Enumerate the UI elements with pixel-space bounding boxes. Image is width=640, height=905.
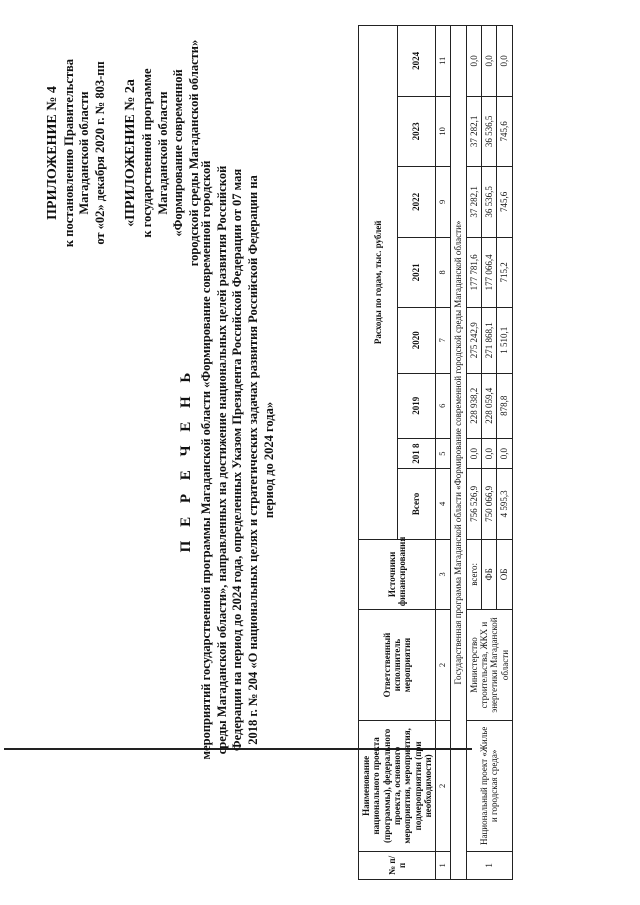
header-year: 2023 bbox=[397, 96, 436, 166]
cell-value: 0,0 bbox=[497, 438, 512, 468]
header-year: 2022 bbox=[397, 167, 436, 237]
appendix-title: ПРИЛОЖЕНИЕ № 4 bbox=[45, 86, 60, 220]
cell-value: 36 536,5 bbox=[481, 167, 496, 237]
header-executor: Ответственный исполнитель мероприятия bbox=[359, 610, 436, 721]
column-number: 10 bbox=[436, 96, 451, 166]
header-source: Источники финансирования bbox=[359, 539, 436, 609]
header-year: 2019 bbox=[397, 373, 436, 438]
cell-value: 750 066,9 bbox=[481, 469, 496, 539]
appendix-line: Магаданской области bbox=[77, 91, 92, 215]
column-number-row bbox=[436, 26, 451, 880]
column-number: 7 bbox=[436, 308, 451, 373]
column-number: 6 bbox=[436, 373, 451, 438]
document-subtitle: мероприятий государственной программы Магаданской области «Формирование современной городской среды Магаданской области», направленных на достижение национальных целей развития Российской Федерации на период до 2024 года, определенных Указом Президента Российской Федерации от 07 мая 2018 г. № 204 «О национальных целях и стратегических задачах развития Российской Федерации на период до 2024 года» bbox=[199, 160, 276, 760]
cell-value: 0,0 bbox=[481, 26, 496, 97]
cell-value: 36 536,5 bbox=[481, 96, 496, 166]
row-source: ФБ bbox=[481, 539, 496, 609]
cell-value: 228 059,4 bbox=[481, 373, 496, 438]
column-number: 9 bbox=[436, 167, 451, 237]
cell-value: 177 781,6 bbox=[466, 237, 481, 307]
cell-value: 0,0 bbox=[466, 438, 481, 468]
cell-value: 878,8 bbox=[497, 373, 512, 438]
column-number: 2 bbox=[436, 610, 451, 721]
column-number: 3 bbox=[436, 539, 451, 609]
appendix-title-2: «ПРИЛОЖЕНИЕ № 2а bbox=[123, 79, 139, 227]
row-name: Национальный проект «Жилье и городская среда» bbox=[466, 720, 512, 851]
header-no: № п/п bbox=[359, 851, 436, 879]
column-number: 2 bbox=[436, 720, 451, 851]
appendix-line: городской среды Магаданской области» bbox=[186, 39, 201, 267]
cell-value: 4 595,3 bbox=[497, 469, 512, 539]
cell-value: 37 282,1 bbox=[466, 167, 481, 237]
cell-value: 271 868,1 bbox=[481, 308, 496, 373]
header-year: 201 8 bbox=[397, 438, 436, 468]
row-source: ОБ bbox=[497, 539, 512, 609]
column-number: 11 bbox=[436, 26, 451, 97]
document-heading bbox=[178, 160, 277, 760]
row-source: всего: bbox=[466, 539, 481, 609]
row-executor: Министерство строительства, ЖКХ и энергетики Магаданской области bbox=[466, 610, 512, 721]
header-total: Всего bbox=[397, 469, 436, 539]
cell-value: 275 242,9 bbox=[466, 308, 481, 373]
cell-value: 0,0 bbox=[497, 26, 512, 97]
appendix-line: Магаданской области bbox=[155, 91, 170, 215]
cell-value: 756 526,9 bbox=[466, 469, 481, 539]
header-name: Наименование национального проекта (программы), федерального проекта, основного мероприятия, мероприятия, подмероприятия (при необходимости) bbox=[359, 720, 436, 851]
column-number: 1 bbox=[436, 851, 451, 879]
cell-value: 715,2 bbox=[497, 237, 512, 307]
appendix-line: к постановлению Правительства bbox=[61, 58, 76, 248]
appendix-line: «Формирование современной bbox=[171, 69, 186, 237]
column-number: 5 bbox=[436, 438, 451, 468]
cell-value: 228 938,2 bbox=[466, 373, 481, 438]
expenses-table bbox=[358, 25, 513, 880]
rotated-document bbox=[40, 0, 600, 880]
cell-value: 745,6 bbox=[497, 96, 512, 166]
row-no: 1 bbox=[466, 851, 512, 879]
cell-value: 177 066,4 bbox=[481, 237, 496, 307]
header-year: 2020 bbox=[397, 308, 436, 373]
appendix-line: от «02» декабря 2020 г. № 803-пп bbox=[92, 61, 107, 245]
cell-value: 745,6 bbox=[497, 167, 512, 237]
column-number: 4 bbox=[436, 469, 451, 539]
cell-value: 1 510,1 bbox=[497, 308, 512, 373]
header-year: 2021 bbox=[397, 237, 436, 307]
program-row: Государственная программа Магаданской области «Формирование современной городской среды Магаданской области» bbox=[451, 26, 466, 880]
cell-value: 0,0 bbox=[481, 438, 496, 468]
table-row bbox=[466, 26, 481, 880]
column-number: 8 bbox=[436, 237, 451, 307]
cell-value: 37 282,1 bbox=[466, 96, 481, 166]
cell-value: 0,0 bbox=[466, 26, 481, 97]
header-expenses: Расходы по годам, тыс. рублей bbox=[359, 26, 398, 540]
appendix-line: к государственной программе bbox=[139, 68, 154, 238]
header-year: 2024 bbox=[397, 26, 436, 97]
document-title: П Е Р Е Ч Е Н Ь bbox=[178, 367, 194, 553]
